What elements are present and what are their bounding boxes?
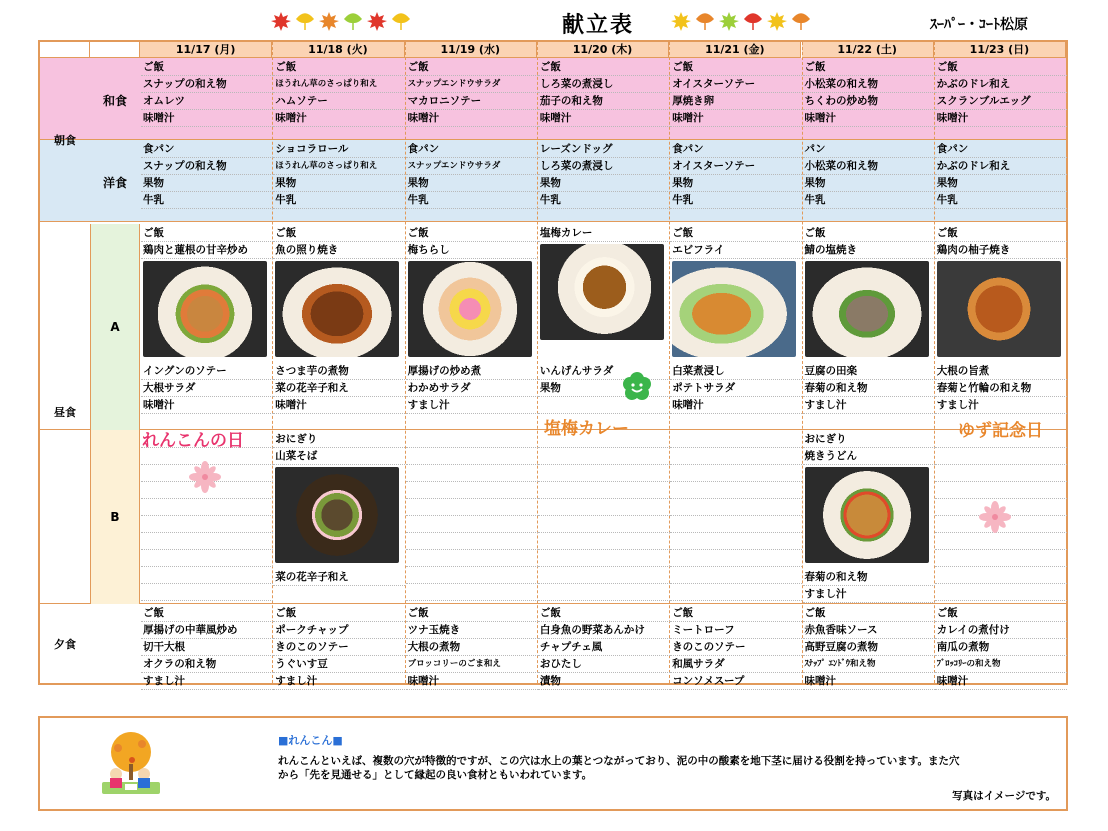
dish-photo xyxy=(937,261,1061,357)
lunch-b-empty-cell xyxy=(670,431,802,601)
dish-photo xyxy=(275,467,399,563)
menu-item: 味噌汁 xyxy=(670,110,802,127)
menu-item: きのこのソテー xyxy=(670,639,802,656)
menu-item: 塩梅カレー xyxy=(538,225,670,242)
menu-item: 果物 xyxy=(273,175,405,192)
menu-item: 果物 xyxy=(538,175,670,192)
menu-item: 大根サラダ xyxy=(141,380,273,397)
menu-item: 厚揚げの炒め煮 xyxy=(406,363,538,380)
empty-line xyxy=(406,533,538,550)
menu-item: 食パン xyxy=(406,141,538,158)
menu-item: ご飯 xyxy=(935,225,1067,242)
menu-item: すまし汁 xyxy=(273,673,405,690)
lunch-b-empty-cell xyxy=(538,431,670,601)
menu-item: 味噌汁 xyxy=(935,673,1067,690)
breakfast-label: 朝食 xyxy=(54,134,76,147)
empty-line xyxy=(670,448,802,465)
menu-item: きのこのソテー xyxy=(273,639,405,656)
menu-item: 味噌汁 xyxy=(141,397,273,414)
empty-line xyxy=(538,584,670,601)
lunch-a-cell xyxy=(538,225,670,342)
menu-item: 切干大根 xyxy=(141,639,273,656)
empty-line xyxy=(670,431,802,448)
menu-item: ショコラロール xyxy=(273,141,405,158)
date-header: 11/23 (日) xyxy=(934,42,1066,58)
menu-item: ポークチャップ xyxy=(273,622,405,639)
menu-item: ほうれん草のさっぱり和え xyxy=(273,76,405,93)
menu-item: しろ菜の煮浸し xyxy=(538,76,670,93)
menu-item: 牛乳 xyxy=(273,192,405,209)
menu-item: しろ菜の煮浸し xyxy=(538,158,670,175)
menu-item: 南瓜の煮物 xyxy=(935,639,1067,656)
empty-line xyxy=(406,482,538,499)
dinner-cell xyxy=(803,605,935,690)
dish-photo xyxy=(143,261,267,357)
menu-item: オイスターソテー xyxy=(670,158,802,175)
menu-item: ご飯 xyxy=(273,605,405,622)
dinner-cell xyxy=(538,605,670,690)
menu-item: 果物 xyxy=(141,175,273,192)
washoku-cell xyxy=(141,59,273,127)
empty-line xyxy=(538,533,670,550)
flower-icon xyxy=(978,500,1012,534)
empty-line xyxy=(935,567,1067,584)
menu-item: オムレツ xyxy=(141,93,273,110)
menu-item: 大根の旨煮 xyxy=(935,363,1067,380)
maple-leaf-icon xyxy=(718,10,740,32)
menu-item: すまし汁 xyxy=(803,397,935,414)
menu-item: 鶏肉の柚子焼き xyxy=(935,242,1067,259)
washoku-cell xyxy=(803,59,935,127)
info-title: ■れんこん■ xyxy=(278,734,343,747)
lunch-a-cell xyxy=(141,225,273,359)
yoshoku-cell xyxy=(273,141,405,209)
empty-line xyxy=(538,567,670,584)
menu-item: ミートローフ xyxy=(670,622,802,639)
menu-item: 味噌汁 xyxy=(538,110,670,127)
autumn-picnic-illustration xyxy=(96,730,166,800)
photo-note: 写真はイメージです。 xyxy=(952,790,1056,802)
empty-line xyxy=(935,482,1067,499)
menu-item: 白菜煮浸し xyxy=(670,363,802,380)
menu-item: 小松菜の和え物 xyxy=(803,76,935,93)
menu-item: 果物 xyxy=(670,175,802,192)
washoku-cell xyxy=(670,59,802,127)
empty-line xyxy=(670,465,802,482)
menu-item: ご飯 xyxy=(406,225,538,242)
empty-line xyxy=(670,516,802,533)
menu-item: スナップの和え物 xyxy=(141,158,273,175)
menu-item: スナップエンドウサラダ xyxy=(406,158,538,175)
menu-item: うぐいす豆 xyxy=(273,656,405,673)
lunch-a-side-cell xyxy=(406,363,538,414)
autumn-leaves-right xyxy=(670,10,812,32)
lunch-b-empty-cell xyxy=(406,431,538,601)
menu-item: レーズンドッグ xyxy=(538,141,670,158)
empty-line xyxy=(141,499,273,516)
dish-photo xyxy=(275,261,399,357)
empty-line xyxy=(406,465,538,482)
menu-item: 梅ちらし xyxy=(406,242,538,259)
date-header: 11/21 (金) xyxy=(669,42,801,58)
menu-item: 和風サラダ xyxy=(670,656,802,673)
menu-item: 食パン xyxy=(141,141,273,158)
menu-item: チャプチェ風 xyxy=(538,639,670,656)
menu-item: スクランブルエッグ xyxy=(935,93,1067,110)
menu-item: 厚揚げの中華風炒め xyxy=(141,622,273,639)
empty-line xyxy=(406,550,538,567)
yoshoku-cell xyxy=(406,141,538,209)
menu-item: すまし汁 xyxy=(803,586,935,603)
menu-item: エビフライ xyxy=(670,242,802,259)
menu-item: 食パン xyxy=(670,141,802,158)
dish-photo xyxy=(408,261,532,357)
menu-item: ご飯 xyxy=(141,225,273,242)
date-header: 11/19 (水) xyxy=(405,42,537,58)
page-title: 献立表 xyxy=(562,13,635,38)
menu-item: 小松菜の和え物 xyxy=(803,158,935,175)
menu-item: 味噌汁 xyxy=(406,673,538,690)
washoku-label: 和食 xyxy=(102,94,127,108)
menu-item: ご飯 xyxy=(935,59,1067,76)
menu-item: ご飯 xyxy=(803,225,935,242)
empty-line xyxy=(935,533,1067,550)
lunch-a-cell xyxy=(273,225,405,359)
ginkgo-leaf-icon xyxy=(790,10,812,32)
menu-item: おにぎり xyxy=(803,431,935,448)
dish-photo xyxy=(805,467,929,563)
lunch-a-cell xyxy=(670,225,802,359)
empty-line xyxy=(538,465,670,482)
menu-item: 春菊と竹輪の和え物 xyxy=(935,380,1067,397)
menu-item: ご飯 xyxy=(273,59,405,76)
menu-item: 果物 xyxy=(803,175,935,192)
lunch-b-cell xyxy=(803,431,935,565)
menu-item: 果物 xyxy=(406,175,538,192)
info-box xyxy=(38,716,1068,811)
menu-item: おにぎり xyxy=(273,431,405,448)
menu-item: 味噌汁 xyxy=(273,397,405,414)
yoshoku-cell xyxy=(538,141,670,209)
menu-item: オクラの和え物 xyxy=(141,656,273,673)
menu-item: ほうれん草のさっぱり和え xyxy=(273,158,405,175)
dish-photo xyxy=(672,261,796,357)
event-yuzu-day: ゆず記念日 xyxy=(958,421,1043,441)
yoshoku-cell xyxy=(935,141,1067,209)
menu-item: カレイの煮付け xyxy=(935,622,1067,639)
menu-item: 鶏肉と蓮根の甘辛炒め xyxy=(141,242,273,259)
yoshoku-cell xyxy=(670,141,802,209)
empty-line xyxy=(538,482,670,499)
yoshoku-cell xyxy=(803,141,935,209)
info-text: れんこんといえば、複数の穴が特徴的ですが、この穴は水上の葉とつながっており、泥の中の酸素を地下茎に届ける役割を持っています。また穴から「先を見通せる」として縁起の良い食材ともいわれています。 xyxy=(278,755,960,781)
menu-item: わかめサラダ xyxy=(406,380,538,397)
washoku-cell xyxy=(538,59,670,127)
menu-item: スナップエンドウサラダ xyxy=(406,76,538,93)
course-a-label: A xyxy=(110,320,120,334)
autumn-leaves-left xyxy=(270,10,412,32)
menu-item: ご飯 xyxy=(141,59,273,76)
menu-item: 牛乳 xyxy=(141,192,273,209)
menu-item: ご飯 xyxy=(670,59,802,76)
ginkgo-leaf-icon xyxy=(294,10,316,32)
lunch-a-side-cell xyxy=(803,363,935,414)
menu-item: 味噌汁 xyxy=(935,110,1067,127)
course-b-label: B xyxy=(110,510,120,524)
menu-item: 菜の花辛子和え xyxy=(273,380,405,397)
menu-item: ﾌﾞﾛｯｺﾘｰの和え物 xyxy=(935,656,1067,673)
menu-item: 春菊の和え物 xyxy=(803,569,935,586)
maple-leaf-icon xyxy=(318,10,340,32)
menu-item: すまし汁 xyxy=(141,673,273,690)
menu-item: ちくわの炒め物 xyxy=(803,93,935,110)
empty-line xyxy=(406,431,538,448)
menu-item: すまし汁 xyxy=(406,397,538,414)
menu-item: 魚の照り焼き xyxy=(273,242,405,259)
menu-item: 春菊の和え物 xyxy=(803,380,935,397)
lunch-a-cell xyxy=(935,225,1067,359)
empty-line xyxy=(538,499,670,516)
lunch-a-cell xyxy=(803,225,935,359)
menu-item: 豆腐の田楽 xyxy=(803,363,935,380)
empty-line xyxy=(538,550,670,567)
flower-icon xyxy=(188,460,222,494)
menu-item: かぶのドレ和え xyxy=(935,158,1067,175)
lunch-a-side-cell xyxy=(141,363,273,414)
washoku-cell xyxy=(935,59,1067,127)
menu-item: 漬物 xyxy=(538,673,670,690)
menu-item: 味噌汁 xyxy=(803,110,935,127)
menu-item: 白身魚の野菜あんかけ xyxy=(538,622,670,639)
menu-item: 牛乳 xyxy=(670,192,802,209)
menu-item: 鯖の塩焼き xyxy=(803,242,935,259)
maple-leaf-icon xyxy=(766,10,788,32)
date-header: 11/20 (木) xyxy=(537,42,669,58)
menu-item: マカロニソテー xyxy=(406,93,538,110)
empty-line xyxy=(935,465,1067,482)
menu-item: コンソメスープ xyxy=(670,673,802,690)
yoshoku-cell xyxy=(141,141,273,209)
menu-item: ツナ玉焼き xyxy=(406,622,538,639)
menu-item: ブロッコリーのごま和え xyxy=(406,656,538,673)
menu-item: ご飯 xyxy=(803,59,935,76)
ginkgo-leaf-icon xyxy=(742,10,764,32)
empty-line xyxy=(670,482,802,499)
ginkgo-leaf-icon xyxy=(390,10,412,32)
lunch-b-side-cell xyxy=(803,569,935,603)
smiley-flower-icon xyxy=(622,372,652,402)
menu-item: 牛乳 xyxy=(935,192,1067,209)
menu-item: ご飯 xyxy=(670,605,802,622)
menu-item: 厚焼き卵 xyxy=(670,93,802,110)
empty-line xyxy=(935,550,1067,567)
menu-item: ご飯 xyxy=(406,59,538,76)
dinner-cell xyxy=(670,605,802,690)
menu-item: スナップの和え物 xyxy=(141,76,273,93)
yoshoku-label: 洋食 xyxy=(102,176,127,190)
lunch-a-side-cell xyxy=(273,363,405,414)
lunch-b-empty-cell xyxy=(141,431,273,601)
menu-item: 果物 xyxy=(538,380,670,397)
menu-item: ご飯 xyxy=(406,605,538,622)
empty-line xyxy=(406,584,538,601)
empty-line xyxy=(670,567,802,584)
header-corner-sub xyxy=(90,42,140,58)
menu-item: 味噌汁 xyxy=(141,110,273,127)
facility-name: ｽｰﾊﾟｰ・ｺｰﾄ松原 xyxy=(930,17,1028,33)
empty-line xyxy=(670,550,802,567)
menu-item: ご飯 xyxy=(141,605,273,622)
menu-item: 味噌汁 xyxy=(406,110,538,127)
empty-line xyxy=(670,499,802,516)
menu-item: さつま芋の煮物 xyxy=(273,363,405,380)
empty-line xyxy=(670,584,802,601)
menu-item: ポテトサラダ xyxy=(670,380,802,397)
empty-line xyxy=(406,567,538,584)
empty-line xyxy=(406,499,538,516)
empty-line xyxy=(141,516,273,533)
dinner-cell xyxy=(935,605,1067,690)
lunch-a-cell xyxy=(406,225,538,359)
menu-item: ご飯 xyxy=(538,605,670,622)
ginkgo-leaf-icon xyxy=(342,10,364,32)
empty-line xyxy=(670,533,802,550)
menu-item: オイスターソテー xyxy=(670,76,802,93)
washoku-cell xyxy=(273,59,405,127)
header-corner xyxy=(40,42,90,58)
dish-photo xyxy=(805,261,929,357)
event-shiobai-curry: 塩梅カレー xyxy=(544,419,629,439)
washoku-cell xyxy=(406,59,538,127)
menu-item: すまし汁 xyxy=(935,397,1067,414)
lunch-label: 昼食 xyxy=(54,406,76,419)
menu-item: ご飯 xyxy=(670,225,802,242)
date-header: 11/22 (土) xyxy=(802,42,934,58)
header xyxy=(0,6,1108,38)
menu-item: 大根の煮物 xyxy=(406,639,538,656)
menu-item: イングンのソテー xyxy=(141,363,273,380)
dish-photo xyxy=(540,244,664,340)
menu-item: 茄子の和え物 xyxy=(538,93,670,110)
menu-item: 高野豆腐の煮物 xyxy=(803,639,935,656)
menu-item: ご飯 xyxy=(538,59,670,76)
empty-line xyxy=(538,448,670,465)
empty-line xyxy=(141,533,273,550)
menu-item: 食パン xyxy=(935,141,1067,158)
menu-item: おひたし xyxy=(538,656,670,673)
dinner-label: 夕食 xyxy=(54,638,76,651)
empty-line xyxy=(141,584,273,601)
ginkgo-leaf-icon xyxy=(694,10,716,32)
menu-item: ご飯 xyxy=(273,225,405,242)
dinner-cell xyxy=(141,605,273,690)
menu-item: 焼きうどん xyxy=(803,448,935,465)
menu-item: 牛乳 xyxy=(803,192,935,209)
menu-item: ハムソテー xyxy=(273,93,405,110)
empty-line xyxy=(406,448,538,465)
menu-item: 菜の花辛子和え xyxy=(273,569,405,586)
lunch-a-side-cell xyxy=(670,363,802,414)
menu-item: 山菜そば xyxy=(273,448,405,465)
lunch-a-side-cell xyxy=(935,363,1067,414)
lunch-b-cell xyxy=(273,431,405,565)
date-header: 11/18 (火) xyxy=(272,42,404,58)
empty-line xyxy=(538,516,670,533)
date-header: 11/17 (月) xyxy=(140,42,272,58)
menu-item: 果物 xyxy=(935,175,1067,192)
menu-item: 牛乳 xyxy=(538,192,670,209)
menu-item: かぶのドレ和え xyxy=(935,76,1067,93)
menu-item: 味噌汁 xyxy=(803,673,935,690)
maple-leaf-icon xyxy=(670,10,692,32)
lunch-b-side-cell xyxy=(273,569,405,586)
menu-item: 赤魚香味ソース xyxy=(803,622,935,639)
empty-line xyxy=(141,567,273,584)
menu-item: パン xyxy=(803,141,935,158)
menu-item: いんげんサラダ xyxy=(538,363,670,380)
empty-line xyxy=(935,584,1067,601)
menu-item: ご飯 xyxy=(935,605,1067,622)
menu-item: 牛乳 xyxy=(406,192,538,209)
event-renkon-day: れんこんの日 xyxy=(142,431,244,451)
dinner-cell xyxy=(273,605,405,690)
menu-grid xyxy=(38,40,1068,685)
empty-line xyxy=(935,448,1067,465)
maple-leaf-icon xyxy=(366,10,388,32)
menu-item: ｽﾅｯﾌﾟ ｴﾝﾄﾞｳ和え物 xyxy=(803,656,935,673)
dinner-cell xyxy=(406,605,538,690)
empty-line xyxy=(406,516,538,533)
menu-item: ご飯 xyxy=(803,605,935,622)
menu-item: 味噌汁 xyxy=(670,397,802,414)
menu-item: 味噌汁 xyxy=(273,110,405,127)
empty-line xyxy=(141,550,273,567)
maple-leaf-icon xyxy=(270,10,292,32)
